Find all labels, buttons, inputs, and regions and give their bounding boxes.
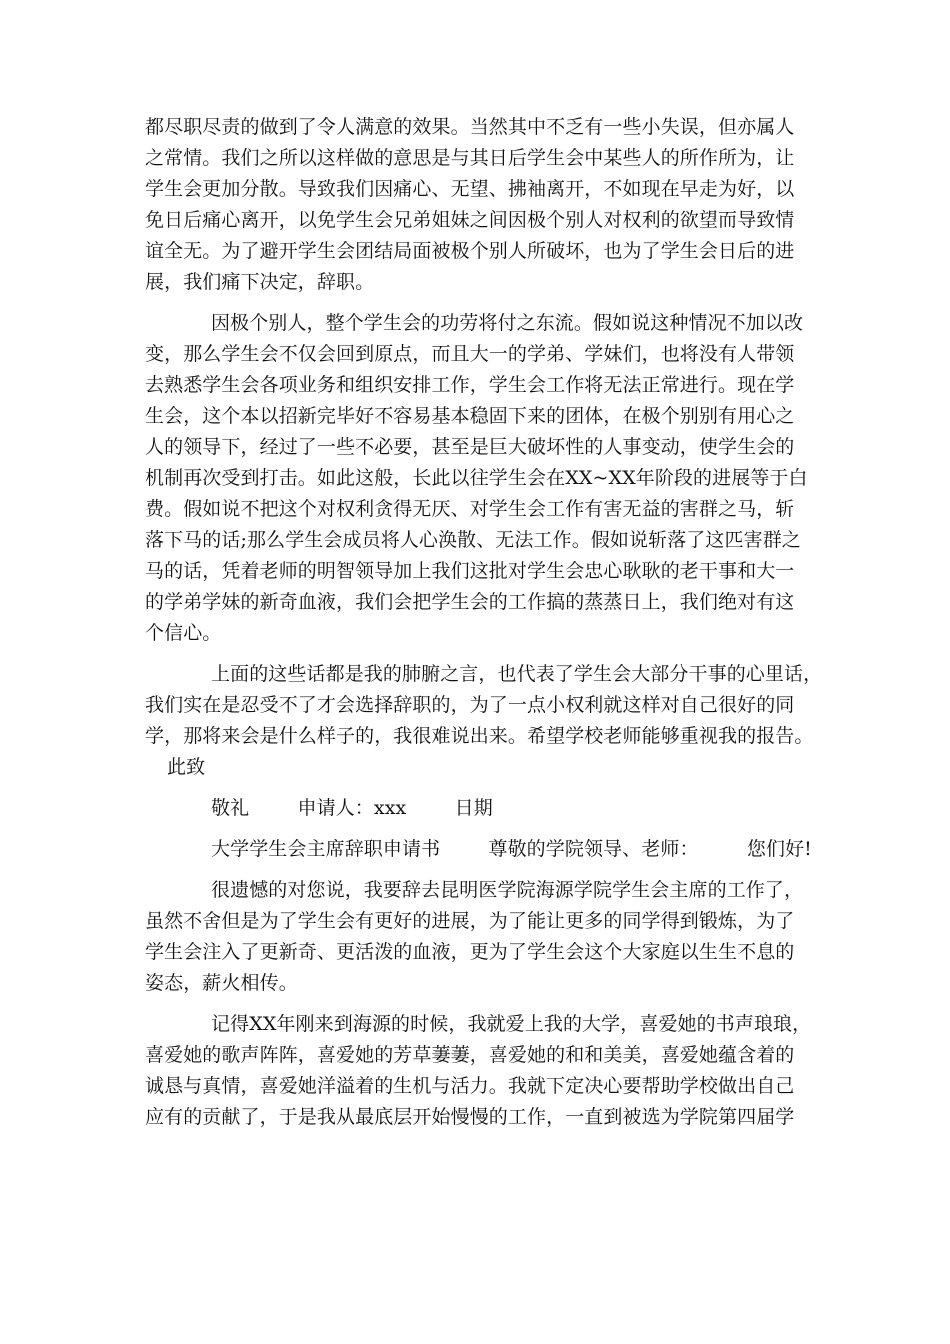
text-line: 展，我们痛下决定，辞职。 — [145, 271, 375, 293]
text-line: 个信心。 — [145, 622, 222, 644]
text-line: 费。假如说不把这个对权利贪得无厌、对学生会工作有害无益的害群之马，斩 — [145, 498, 795, 520]
paragraph-5 — [145, 1009, 812, 1133]
text-line: 记得XX年刚来到海源的时候，我就爱上我的大学，喜爱她的书声琅琅， — [211, 1013, 812, 1035]
text-line: 变，那么学生会不仅会回到原点，而且大一的学弟、学妹们，也将没有人带领 — [145, 343, 795, 365]
text-line: 虽然不舍但是为了学生会有更好的进展，为了能让更多的同学得到锻炼，为了 — [145, 910, 795, 932]
text-line: 都尽职尽责的做到了令人满意的效果。当然其中不乏有一些小失误，但亦属人 — [145, 116, 795, 138]
regards: 敬礼 — [211, 797, 250, 819]
text-line: 谊全无。为了避开学生会团结局面被极个别人所破坏，也为了学生会日后的进 — [145, 240, 795, 262]
text-line: 落下马的话;那么学生会成员将人心涣散、无法工作。假如说斩落了这匹害群之 — [145, 529, 801, 551]
paragraph-1 — [145, 112, 805, 298]
text-line: 很遗憾的对您说，我要辞去昆明医学院海源学院学生会主席的工作了， — [211, 879, 804, 901]
text-line: 免日后痛心离开，以免学生会兄弟姐妹之间因极个别人对权利的欲望而导致情 — [145, 209, 795, 231]
paragraph-3 — [145, 659, 823, 752]
greeting: 您们好! — [746, 838, 812, 860]
text-line: 学生会更加分散。导致我们因痛心、无望、拂袖离开，不如现在早走为好，以 — [145, 178, 795, 200]
text-line: 去熟悉学生会各项业务和组织安排工作，学生会工作将无法正常进行。现在学 — [145, 374, 795, 396]
text-line: 生会，这个本以招新完毕好不容易基本稳固下来的团体，在极个别别有用心之 — [145, 405, 795, 427]
text-line: 因极个别人，整个学生会的功劳将付之东流。假如说这种情况不加以改 — [211, 312, 804, 334]
addressee: 尊敬的学院领导、老师： — [488, 838, 699, 860]
text-line: 学生会注入了更新奇、更活泼的血液，更为了学生会这个大家庭以生生不息的 — [145, 941, 795, 963]
text-line: 之常情。我们之所以这样做的意思是与其日后学生会中某些人的所作所为，让 — [145, 147, 795, 169]
salutation: 此致 — [167, 756, 206, 778]
text-line: 诚恳与真情，喜爱她洋溢着的生机与活力。我就下定决心要帮助学校做出自己 — [145, 1075, 795, 1097]
text-line: 的学弟学妹的新奇血液，我们会把学生会的工作搞的蒸蒸日上，我们绝对有这 — [145, 591, 795, 613]
text-line: 喜爱她的歌声阵阵，喜爱她的芳草萋萋，喜爱她的和和美美，喜爱她蕴含着的 — [145, 1044, 795, 1066]
signature-line — [145, 793, 805, 824]
text-line: 上面的这些话都是我的肺腑之言，也代表了学生会大部分干事的心里话， — [211, 663, 823, 685]
text-line: 马的话，凭着老师的明智领导加上我们这批对学生会忠心耿耿的老干事和大一 — [145, 560, 795, 582]
letter-title: 大学学生会主席辞职申请书 — [211, 838, 441, 860]
text-line: 机制再次受到打击。如此这般，长此以往学生会在XX~XX年阶段的进展等于白 — [145, 467, 808, 489]
date: 日期 — [454, 797, 493, 819]
applicant: 申请人：xxx — [297, 797, 407, 819]
text-line: 人的领导下，经过了一些不必要，甚至是巨大破坏性的人事变动，使学生会的 — [145, 436, 795, 458]
text-line: 应有的贡献了，于是我从最底层开始慢慢的工作，一直到被选为学院第四届学 — [145, 1106, 795, 1128]
document-page — [145, 112, 823, 1133]
paragraph-2 — [145, 308, 808, 649]
text-line: 我们实在是忍受不了才会选择辞职的，为了一点小权利就这样对自己很好的同 — [145, 694, 795, 716]
text-line: 学，那将来会是什么样子的，我很难说出来。希望学校老师能够重视我的报告。 — [145, 725, 814, 747]
paragraph-4 — [145, 875, 805, 999]
text-line: 姿态，薪火相传。 — [145, 972, 298, 994]
second-letter-header — [145, 834, 812, 865]
